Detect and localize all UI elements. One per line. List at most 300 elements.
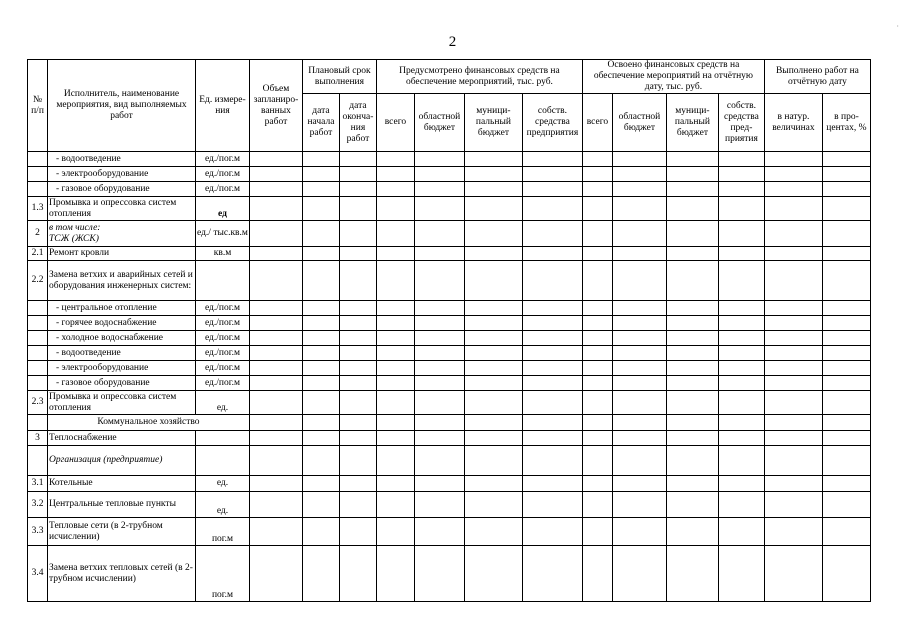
cell — [414, 221, 464, 247]
cell — [464, 197, 522, 221]
cell — [718, 247, 764, 261]
cell — [582, 546, 612, 602]
cell — [612, 492, 666, 518]
cell — [822, 391, 870, 415]
cell — [822, 346, 870, 361]
cell — [612, 261, 666, 301]
cell — [414, 546, 464, 602]
table-row — [28, 346, 871, 361]
table-row — [28, 431, 871, 446]
cell — [249, 391, 302, 415]
cell — [302, 391, 339, 415]
cell — [414, 261, 464, 301]
cell — [822, 221, 870, 247]
cell — [582, 316, 612, 331]
cell — [522, 247, 582, 261]
cell — [822, 331, 870, 346]
cell — [666, 331, 718, 346]
cell — [302, 376, 339, 391]
cell — [666, 546, 718, 602]
cell — [249, 431, 302, 446]
cell — [718, 261, 764, 301]
page-number: 2 — [448, 34, 457, 50]
cell — [718, 361, 764, 376]
row-number — [28, 331, 48, 346]
row-unit: ед — [196, 197, 250, 221]
cell — [464, 391, 522, 415]
row-name: Котельные — [48, 476, 196, 492]
cell — [582, 391, 612, 415]
cell — [764, 316, 822, 331]
cell — [414, 391, 464, 415]
cell — [249, 476, 302, 492]
row-number: 2.3 — [28, 391, 48, 415]
cell — [822, 415, 870, 431]
row-name: - электрооборудование — [48, 361, 196, 376]
header-plan-start: дата начала работ — [302, 94, 339, 152]
cell — [376, 546, 414, 602]
row-name: Тепловые сети (в 2-трубном исчислении) — [48, 518, 196, 546]
cell — [339, 167, 376, 182]
row-unit: ед./ тыс.кв.м — [196, 221, 250, 247]
row-number — [28, 301, 48, 316]
cell — [376, 391, 414, 415]
cell — [764, 331, 822, 346]
cell — [339, 182, 376, 197]
cell — [376, 301, 414, 316]
table-row — [28, 152, 871, 167]
cell — [376, 221, 414, 247]
cell — [612, 182, 666, 197]
row-unit: ед./пог.м — [196, 346, 250, 361]
cell — [302, 247, 339, 261]
row-number: 1.3 — [28, 197, 48, 221]
table-row — [28, 221, 871, 247]
row-number: 2.1 — [28, 247, 48, 261]
cell — [718, 518, 764, 546]
row-number — [28, 361, 48, 376]
cell — [414, 167, 464, 182]
cell — [666, 376, 718, 391]
cell — [522, 346, 582, 361]
cell — [582, 247, 612, 261]
cell — [414, 301, 464, 316]
cell — [522, 316, 582, 331]
cell — [249, 492, 302, 518]
cell — [666, 301, 718, 316]
row-number: 2.2 — [28, 261, 48, 301]
table-row — [28, 167, 871, 182]
cell — [376, 247, 414, 261]
header-plan-end: дата оконча-ния работ — [339, 94, 376, 152]
row-number — [28, 182, 48, 197]
cell — [666, 247, 718, 261]
cell — [376, 431, 414, 446]
cell — [822, 518, 870, 546]
cell — [339, 261, 376, 301]
header-municipal: муници-пальный бюджет — [464, 94, 522, 152]
cell — [612, 391, 666, 415]
cell — [582, 431, 612, 446]
cell — [249, 415, 302, 431]
cell — [764, 391, 822, 415]
cell — [764, 301, 822, 316]
row-number: 3.2 — [28, 492, 48, 518]
cell — [582, 376, 612, 391]
cell — [612, 167, 666, 182]
cell — [522, 331, 582, 346]
cell — [249, 261, 302, 301]
row-name: Замена ветхих тепловых сетей (в 2-трубном исчислении) — [48, 546, 196, 602]
header-done-percent: в про-центах, % — [822, 94, 870, 152]
cell — [522, 152, 582, 167]
cell — [612, 476, 666, 492]
cell — [249, 182, 302, 197]
section-title: Коммунальное хозяйство — [48, 415, 250, 431]
cell — [302, 152, 339, 167]
cell — [764, 182, 822, 197]
cell — [464, 152, 522, 167]
cell — [582, 331, 612, 346]
cell — [612, 152, 666, 167]
cell — [764, 431, 822, 446]
cell — [249, 247, 302, 261]
header-volume: Объем запланиро-ванных работ — [249, 60, 302, 152]
row-unit — [196, 261, 250, 301]
cell — [718, 152, 764, 167]
cell — [582, 476, 612, 492]
cell — [249, 197, 302, 221]
row-name: - водоотведение — [48, 346, 196, 361]
table-row — [28, 546, 871, 602]
cell — [666, 415, 718, 431]
cell — [612, 247, 666, 261]
cell — [249, 546, 302, 602]
cell — [666, 446, 718, 476]
cell — [339, 476, 376, 492]
cell — [718, 446, 764, 476]
cell — [612, 415, 666, 431]
cell — [582, 167, 612, 182]
cell — [302, 361, 339, 376]
cell — [666, 316, 718, 331]
row-unit — [196, 446, 250, 476]
cell — [414, 431, 464, 446]
header-funds-group: Предусмотрено финансовых средств на обеспечение мероприятий, тыс. руб. — [376, 60, 582, 94]
cell — [464, 316, 522, 331]
cell — [718, 376, 764, 391]
cell — [612, 431, 666, 446]
cell — [582, 261, 612, 301]
cell — [666, 476, 718, 492]
cell — [666, 492, 718, 518]
cell — [718, 431, 764, 446]
row-number — [28, 446, 48, 476]
cell — [582, 182, 612, 197]
cell — [302, 546, 339, 602]
cell — [718, 221, 764, 247]
row-unit — [196, 431, 250, 446]
cell — [339, 331, 376, 346]
cell — [464, 221, 522, 247]
row-name: - центральное отопление — [48, 301, 196, 316]
cell — [302, 446, 339, 476]
cell — [764, 518, 822, 546]
report-table — [27, 59, 871, 602]
row-unit: ед./пог.м — [196, 376, 250, 391]
cell — [612, 361, 666, 376]
cell — [822, 361, 870, 376]
cell — [718, 346, 764, 361]
row-unit: ед./пог.м — [196, 316, 250, 331]
cell — [822, 376, 870, 391]
table-row — [28, 261, 871, 301]
row-unit: пог.м — [196, 518, 250, 546]
cell — [302, 492, 339, 518]
cell — [464, 346, 522, 361]
cell — [414, 518, 464, 546]
cell — [464, 182, 522, 197]
row-unit: ед./пог.м — [196, 331, 250, 346]
header-m-total: всего — [582, 94, 612, 152]
cell — [339, 446, 376, 476]
cell — [718, 197, 764, 221]
cell — [376, 316, 414, 331]
row-name-main: ТСЖ (ЖСК) — [49, 233, 99, 244]
row-number — [28, 167, 48, 182]
row-number: 3 — [28, 431, 48, 446]
cell — [582, 197, 612, 221]
cell — [522, 476, 582, 492]
row-unit: ед./пог.м — [196, 182, 250, 197]
cell — [339, 391, 376, 415]
cell — [339, 361, 376, 376]
row-unit: ед. — [196, 492, 250, 518]
cell — [764, 546, 822, 602]
cell — [464, 446, 522, 476]
cell — [339, 152, 376, 167]
cell — [764, 247, 822, 261]
cell — [764, 492, 822, 518]
cell — [249, 376, 302, 391]
cell — [522, 376, 582, 391]
cell — [718, 391, 764, 415]
cell — [302, 431, 339, 446]
row-number — [28, 346, 48, 361]
cell — [718, 167, 764, 182]
cell — [464, 546, 522, 602]
header-total: всего — [376, 94, 414, 152]
header-num: № п/п — [28, 60, 48, 152]
cell — [582, 301, 612, 316]
cell — [822, 197, 870, 221]
row-number: 3.1 — [28, 476, 48, 492]
cell — [666, 221, 718, 247]
cell — [376, 182, 414, 197]
cell — [822, 492, 870, 518]
table-row — [28, 361, 871, 376]
cell — [414, 182, 464, 197]
cell — [339, 376, 376, 391]
cell — [822, 261, 870, 301]
row-name: - холодное водоснабжение — [48, 331, 196, 346]
cell — [522, 518, 582, 546]
cell — [464, 167, 522, 182]
cell — [764, 261, 822, 301]
row-unit: ед./пог.м — [196, 167, 250, 182]
cell — [339, 316, 376, 331]
cell — [464, 492, 522, 518]
table-row — [28, 316, 871, 331]
cell — [822, 167, 870, 182]
cell — [582, 361, 612, 376]
row-name-prefix: в том числе: — [49, 222, 101, 233]
cell — [612, 316, 666, 331]
header-own: собств. средства предприятия — [522, 94, 582, 152]
header-executor: Исполнитель, наименование мероприятия, вид выполняемых работ — [48, 60, 196, 152]
cell — [464, 361, 522, 376]
cell — [249, 331, 302, 346]
cell — [718, 331, 764, 346]
cell — [464, 415, 522, 431]
cell — [302, 518, 339, 546]
row-unit: ед./пог.м — [196, 301, 250, 316]
cell — [666, 197, 718, 221]
cell — [376, 446, 414, 476]
cell — [822, 247, 870, 261]
cell — [414, 331, 464, 346]
cell — [522, 182, 582, 197]
row-number: 3.4 — [28, 546, 48, 602]
cell — [582, 518, 612, 546]
cell — [666, 346, 718, 361]
row-name: Организация (предприятие) — [48, 446, 196, 476]
cell — [302, 261, 339, 301]
cell — [339, 301, 376, 316]
table-row — [28, 415, 871, 431]
cell — [718, 546, 764, 602]
cell — [666, 152, 718, 167]
cell — [582, 346, 612, 361]
cell — [376, 376, 414, 391]
cell — [249, 167, 302, 182]
cell — [302, 415, 339, 431]
cell — [612, 446, 666, 476]
cell — [414, 446, 464, 476]
cell — [376, 361, 414, 376]
cell — [582, 152, 612, 167]
cell — [376, 492, 414, 518]
cell — [28, 415, 48, 431]
header-unit: Ед. измере-ния — [196, 60, 250, 152]
cell — [718, 182, 764, 197]
row-name — [48, 221, 196, 247]
row-unit: ед. — [196, 476, 250, 492]
row-unit: пог.м — [196, 546, 250, 602]
cell — [249, 301, 302, 316]
header-regional: областной бюджет — [414, 94, 464, 152]
row-number — [28, 152, 48, 167]
table-row — [28, 518, 871, 546]
cell — [822, 316, 870, 331]
cell — [376, 331, 414, 346]
cell — [522, 261, 582, 301]
cell — [522, 546, 582, 602]
table-row — [28, 476, 871, 492]
cell — [339, 415, 376, 431]
cell — [764, 152, 822, 167]
table-row — [28, 391, 871, 415]
header-done-natural: в натур. величинах — [764, 94, 822, 152]
header-mastered-group: Освоено финансовых средств на обеспечение мероприятий на отчётную дату, тыс. руб. — [582, 60, 764, 94]
cell — [522, 431, 582, 446]
row-unit: ед./пог.м — [196, 361, 250, 376]
row-unit: ед./пог.м — [196, 152, 250, 167]
cell — [822, 152, 870, 167]
cell — [718, 415, 764, 431]
cell — [666, 431, 718, 446]
cell — [822, 301, 870, 316]
cell — [339, 197, 376, 221]
cell — [718, 492, 764, 518]
cell — [522, 361, 582, 376]
cell — [522, 301, 582, 316]
row-name: Теплоснабжение — [48, 431, 196, 446]
cell — [582, 221, 612, 247]
cell — [666, 182, 718, 197]
cell — [376, 518, 414, 546]
cell — [249, 446, 302, 476]
cell — [414, 197, 464, 221]
cell — [302, 167, 339, 182]
cell — [464, 301, 522, 316]
cell — [582, 446, 612, 476]
cell — [376, 415, 414, 431]
cell — [339, 247, 376, 261]
cell — [718, 316, 764, 331]
cell — [764, 197, 822, 221]
cell — [464, 376, 522, 391]
header-m-municipal: муници-пальный бюджет — [666, 94, 718, 152]
cell — [522, 492, 582, 518]
cell — [464, 431, 522, 446]
cell — [612, 301, 666, 316]
cell — [522, 415, 582, 431]
cell — [522, 446, 582, 476]
row-name: - газовое оборудование — [48, 182, 196, 197]
cell — [414, 316, 464, 331]
cell — [414, 376, 464, 391]
table-row — [28, 492, 871, 518]
cell — [339, 431, 376, 446]
table-row — [28, 182, 871, 197]
row-name: Замена ветхих и аварийных сетей и оборудования инженерных систем: — [48, 261, 196, 301]
cell — [376, 152, 414, 167]
row-unit: кв.м — [196, 247, 250, 261]
cell — [612, 346, 666, 361]
cell — [376, 346, 414, 361]
cell — [764, 476, 822, 492]
cell — [249, 361, 302, 376]
cell — [464, 518, 522, 546]
cell — [764, 361, 822, 376]
row-number — [28, 376, 48, 391]
row-number — [28, 316, 48, 331]
cell — [764, 376, 822, 391]
cell — [414, 361, 464, 376]
cell — [612, 197, 666, 221]
cell — [582, 415, 612, 431]
